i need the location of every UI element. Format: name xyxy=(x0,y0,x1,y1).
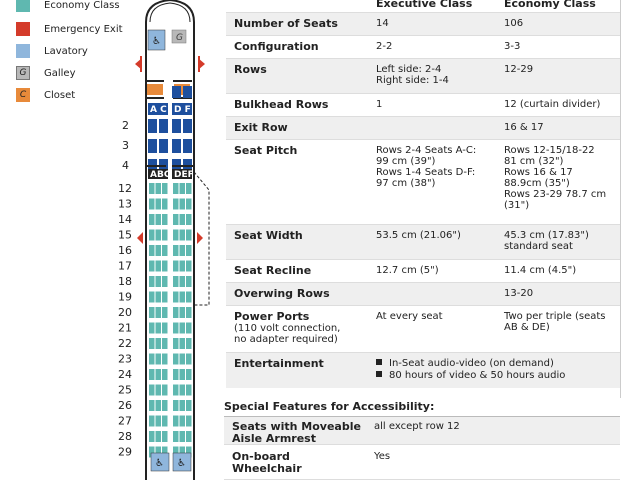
economy-seat[interactable] xyxy=(173,261,179,272)
economy-seat[interactable] xyxy=(180,354,186,365)
economy-seat[interactable] xyxy=(186,276,192,287)
galley-swatch-icon: G xyxy=(16,66,30,80)
economy-seat[interactable] xyxy=(186,400,192,411)
exec-seat[interactable] xyxy=(172,119,181,133)
spec-row-number-of-seats xyxy=(226,12,620,35)
econ-right-col-label: DEF xyxy=(174,170,194,180)
spec-exec-value: 1 xyxy=(376,99,383,110)
exit-row-left-icon xyxy=(137,232,143,244)
economy-seat[interactable] xyxy=(156,385,162,396)
row-number: 24 xyxy=(118,368,132,381)
row-number: 15 xyxy=(118,228,132,242)
economy-seat[interactable] xyxy=(180,431,186,442)
entertainment-item: In-Seat audio-video (on demand) xyxy=(376,358,565,370)
spec-exec-value: 14 xyxy=(376,18,389,29)
row-number: 26 xyxy=(118,399,132,412)
spec-row-rows xyxy=(226,58,620,93)
exit-row-right-icon xyxy=(197,232,203,244)
economy-seat[interactable] xyxy=(162,354,168,365)
economy-seat[interactable] xyxy=(149,323,155,334)
economy-seat[interactable] xyxy=(180,199,186,210)
economy-seat[interactable] xyxy=(186,369,192,380)
economy-seat[interactable] xyxy=(149,199,155,210)
aircraft-seat-map xyxy=(108,0,223,480)
economy-seat[interactable] xyxy=(162,292,168,303)
row-number: 12 xyxy=(118,182,132,195)
exec-class-header: Executive Class xyxy=(376,0,473,10)
exec-seat[interactable] xyxy=(159,119,168,133)
economy-seat[interactable] xyxy=(156,416,162,427)
spec-exec-value: 2-2 xyxy=(376,41,393,52)
entertainment-list xyxy=(376,358,565,382)
bullet-icon xyxy=(376,371,382,377)
legend-label: Galley xyxy=(44,67,76,79)
economy-seat[interactable] xyxy=(180,338,186,349)
spec-econ-value: 12-29 xyxy=(504,64,534,75)
economy-seat[interactable] xyxy=(149,261,155,272)
spec-label xyxy=(234,311,372,345)
economy-seat[interactable] xyxy=(149,338,155,349)
economy-seat[interactable] xyxy=(156,183,162,194)
economy-seat[interactable] xyxy=(180,214,186,225)
legend-label: Lavatory xyxy=(44,45,88,57)
spec-label: Seat Width xyxy=(234,229,303,242)
economy-seat[interactable] xyxy=(180,385,186,396)
economy-seat[interactable] xyxy=(156,292,162,303)
legend-item-economy xyxy=(16,0,120,13)
exec-seat[interactable] xyxy=(172,139,181,153)
economy-seat[interactable] xyxy=(156,199,162,210)
emergency-exit-swatch-icon xyxy=(16,22,30,36)
economy-seat[interactable] xyxy=(180,416,186,427)
spec-label-main: Power Ports xyxy=(234,310,310,323)
economy-seat[interactable] xyxy=(186,183,192,194)
exec-seat[interactable] xyxy=(148,139,157,153)
executive-seats xyxy=(122,86,192,173)
economy-seat[interactable] xyxy=(186,323,192,334)
economy-seat[interactable] xyxy=(162,245,168,256)
economy-seat[interactable] xyxy=(173,183,179,194)
economy-seat[interactable] xyxy=(149,369,155,380)
row-number: 22 xyxy=(118,337,132,350)
legend-label: Emergency Exit xyxy=(44,23,123,35)
economy-seat[interactable] xyxy=(156,323,162,334)
economy-seat[interactable] xyxy=(149,385,155,396)
row-number: 13 xyxy=(118,197,132,211)
legend-label: Economy Class xyxy=(44,0,120,11)
accessibility-label: On-board Wheelchair xyxy=(232,450,302,475)
svg-text:♿: ♿ xyxy=(177,458,186,469)
spec-econ-value: 3-3 xyxy=(504,41,521,52)
economy-seat[interactable] xyxy=(149,354,155,365)
economy-seat[interactable] xyxy=(173,245,179,256)
economy-seat[interactable] xyxy=(180,292,186,303)
row-number: 2 xyxy=(122,119,129,132)
exec-seat[interactable] xyxy=(172,86,181,98)
row-number: 29 xyxy=(118,445,132,459)
economy-seat[interactable] xyxy=(173,292,179,303)
economy-seat[interactable] xyxy=(180,323,186,334)
economy-seat[interactable] xyxy=(149,245,155,256)
spec-econ-value: Two per triple (seats AB & DE) xyxy=(504,311,606,333)
economy-seat[interactable] xyxy=(173,214,179,225)
spec-econ-value: 16 & 17 xyxy=(504,122,544,133)
exec-seat[interactable] xyxy=(159,139,168,153)
economy-seat[interactable] xyxy=(186,307,192,318)
economy-seat[interactable] xyxy=(186,261,192,272)
cockpit-window xyxy=(150,3,190,22)
entertainment-item: 80 hours of video & 50 hours audio xyxy=(376,370,565,382)
economy-seat[interactable] xyxy=(173,230,179,241)
economy-seat[interactable] xyxy=(162,230,168,241)
economy-seat[interactable] xyxy=(162,307,168,318)
closet-swatch-icon: C xyxy=(16,88,30,102)
economy-seat[interactable] xyxy=(180,261,186,272)
economy-seat[interactable] xyxy=(149,230,155,241)
row-number: 19 xyxy=(118,290,132,304)
spec-row-seat-pitch xyxy=(226,139,620,224)
legend-label: Closet xyxy=(44,89,76,101)
spec-label: Seat Pitch xyxy=(234,144,298,157)
accessibility-row-wheelchair xyxy=(224,445,620,480)
spec-econ-value: 12 (curtain divider) xyxy=(504,99,601,110)
galley-symbol: G xyxy=(176,33,183,43)
spec-row-overwing xyxy=(226,282,620,305)
economy-seat[interactable] xyxy=(186,385,192,396)
economy-seat[interactable] xyxy=(149,276,155,287)
economy-seat[interactable] xyxy=(156,261,162,272)
exec-left-col-label: A C xyxy=(150,105,167,115)
economy-seat[interactable] xyxy=(162,385,168,396)
spec-econ-value: 13-20 xyxy=(504,288,534,299)
economy-seat[interactable] xyxy=(156,230,162,241)
economy-seat[interactable] xyxy=(173,354,179,365)
economy-seat[interactable] xyxy=(156,338,162,349)
spec-label: Rows xyxy=(234,63,267,76)
economy-seat[interactable] xyxy=(180,369,186,380)
spec-exec-value: 53.5 cm (21.06") xyxy=(376,230,461,241)
row-number: 3 xyxy=(122,139,129,152)
row-number: 4 xyxy=(122,159,129,172)
economy-seat[interactable] xyxy=(156,400,162,411)
spec-exec-value: 12.7 cm (5") xyxy=(376,265,439,276)
economy-seat[interactable] xyxy=(156,431,162,442)
economy-seat[interactable] xyxy=(149,431,155,442)
lavatory-swatch-icon xyxy=(16,44,30,58)
svg-text:♿: ♿ xyxy=(155,458,164,469)
economy-seat[interactable] xyxy=(180,183,186,194)
economy-seat[interactable] xyxy=(186,230,192,241)
exec-seat[interactable] xyxy=(183,139,192,153)
accessibility-value: Yes xyxy=(374,451,391,462)
economy-seat[interactable] xyxy=(162,338,168,349)
economy-seat[interactable] xyxy=(149,292,155,303)
legend-item-galley xyxy=(16,65,76,81)
economy-seat[interactable] xyxy=(162,323,168,334)
specs-table xyxy=(226,0,621,398)
spec-label: Seat Recline xyxy=(234,264,312,277)
economy-seat[interactable] xyxy=(162,431,168,442)
economy-seat[interactable] xyxy=(186,292,192,303)
economy-seat[interactable] xyxy=(173,276,179,287)
economy-seat[interactable] xyxy=(186,338,192,349)
spec-econ-value: Rows 12-15/18-22 81 cm (32") Rows 16 & 17 88.9cm (35") Rows 23-29 78.7 cm (31") xyxy=(504,145,607,211)
economy-seat[interactable] xyxy=(149,400,155,411)
economy-seat[interactable] xyxy=(156,245,162,256)
spec-exec-value: At every seat xyxy=(376,311,443,322)
exec-right-col-label: D F xyxy=(174,105,191,115)
legend-item-closet xyxy=(16,87,75,103)
exec-seat[interactable] xyxy=(183,86,192,98)
econ-class-header: Economy Class xyxy=(504,0,596,10)
accessibility-value: all except row 12 xyxy=(374,421,460,432)
spec-label: Exit Row xyxy=(234,121,288,134)
row-number: 21 xyxy=(118,321,132,335)
row-number: 23 xyxy=(118,352,132,366)
row-number: 18 xyxy=(118,275,132,288)
spec-row-entertainment xyxy=(226,352,620,388)
economy-seat[interactable] xyxy=(186,245,192,256)
row-number: 16 xyxy=(118,244,132,257)
economy-seat[interactable] xyxy=(162,261,168,272)
economy-seat[interactable] xyxy=(149,416,155,427)
economy-seat[interactable] xyxy=(162,400,168,411)
economy-seat[interactable] xyxy=(186,431,192,442)
economy-seat[interactable] xyxy=(173,307,179,318)
economy-seat[interactable] xyxy=(173,416,179,427)
spec-label: Entertainment xyxy=(234,357,324,370)
spec-econ-value: 11.4 cm (4.5") xyxy=(504,265,577,276)
bullet-icon xyxy=(376,359,382,365)
exec-seat[interactable] xyxy=(183,119,192,133)
economy-seat[interactable] xyxy=(186,416,192,427)
spec-label: Configuration xyxy=(234,40,319,53)
exec-seat[interactable] xyxy=(148,119,157,133)
economy-seat[interactable] xyxy=(173,338,179,349)
spec-row-seat-recline xyxy=(226,259,620,282)
spec-row-power-ports xyxy=(226,305,620,352)
row-number: 20 xyxy=(118,306,132,319)
economy-seat[interactable] xyxy=(156,354,162,365)
economy-seat[interactable] xyxy=(156,369,162,380)
spec-exec-value: Left side: 2-4 Right side: 1-4 xyxy=(376,64,449,86)
economy-seat[interactable] xyxy=(173,369,179,380)
economy-seat[interactable] xyxy=(186,214,192,225)
economy-seat[interactable] xyxy=(156,214,162,225)
economy-seat[interactable] xyxy=(156,307,162,318)
economy-seat[interactable] xyxy=(173,385,179,396)
econ-left-col-label: ABC xyxy=(150,170,171,180)
spec-label: Number of Seats xyxy=(234,17,338,30)
economy-seats xyxy=(118,182,192,459)
economy-seat[interactable] xyxy=(162,199,168,210)
spec-row-bulkhead xyxy=(226,93,620,116)
row-number: 17 xyxy=(118,259,132,273)
legend-item-exit xyxy=(16,21,123,37)
row-number: 14 xyxy=(118,213,132,226)
economy-seat[interactable] xyxy=(162,183,168,194)
economy-seat[interactable] xyxy=(162,214,168,225)
economy-seat[interactable] xyxy=(180,245,186,256)
row-number: 27 xyxy=(118,414,132,428)
spec-sublabel: (110 volt connection, no adapter required) xyxy=(234,323,341,345)
accessibility-title: Special Features for Accessibility: xyxy=(224,398,620,417)
spec-econ-value: 45.3 cm (17.83") standard seat xyxy=(504,230,589,252)
economy-swatch-icon xyxy=(16,0,30,12)
economy-seat[interactable] xyxy=(186,199,192,210)
row-number: 25 xyxy=(118,383,132,397)
economy-seat[interactable] xyxy=(180,276,186,287)
economy-seat[interactable] xyxy=(186,354,192,365)
spec-row-exit-row xyxy=(226,116,620,139)
lavatory-symbol-icon: ♿ xyxy=(152,36,161,47)
closet-left-icon xyxy=(147,84,163,95)
economy-seat[interactable] xyxy=(149,214,155,225)
spec-row-configuration xyxy=(226,35,620,58)
spec-label: Bulkhead Rows xyxy=(234,98,329,111)
economy-seat[interactable] xyxy=(162,369,168,380)
legend-item-lavatory xyxy=(16,43,88,59)
spec-econ-value: 106 xyxy=(504,18,524,29)
economy-seat[interactable] xyxy=(162,276,168,287)
economy-seat[interactable] xyxy=(149,307,155,318)
economy-seat[interactable] xyxy=(156,276,162,287)
row-number: 28 xyxy=(118,430,132,443)
economy-seat[interactable] xyxy=(173,431,179,442)
economy-seat[interactable] xyxy=(149,183,155,194)
economy-seat[interactable] xyxy=(180,400,186,411)
spec-exec-value: Rows 2-4 Seats A-C: 99 cm (39") Rows 1-4 Seats D-F: 97 cm (38") xyxy=(376,145,477,189)
economy-seat[interactable] xyxy=(173,199,179,210)
spec-row-seat-width xyxy=(226,224,620,259)
accessibility-row-armrest xyxy=(224,417,620,445)
spec-label: Overwing Rows xyxy=(234,287,330,300)
economy-seat[interactable] xyxy=(180,307,186,318)
economy-seat[interactable] xyxy=(173,400,179,411)
economy-seat[interactable] xyxy=(162,416,168,427)
economy-seat[interactable] xyxy=(180,230,186,241)
accessibility-label: Seats with Moveable Aisle Armrest xyxy=(232,420,361,445)
economy-seat[interactable] xyxy=(173,323,179,334)
